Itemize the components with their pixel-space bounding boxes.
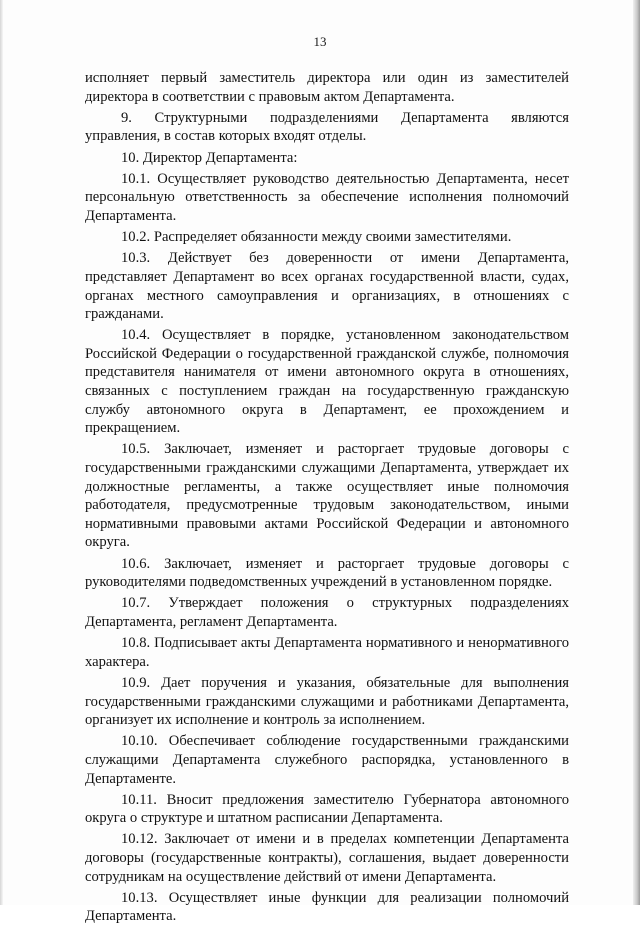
paragraph-10-9: 10.9. Дает поручения и указания, обязательные для выполнения государственными гражданскими служащими и работниками Департамента, организует их исполнение и контроль за исполнением. — [85, 674, 569, 729]
scan-edge-right — [633, 0, 640, 905]
paragraph-10-2: 10.2. Распределяет обязанности между своими заместителями. — [121, 229, 512, 246]
paragraph-10: 10. Директор Департамента: — [121, 149, 298, 166]
paragraph-10-1: 10.1. Осуществляет руководство деятельностью Департамента, несет персональную ответственность за обеспечение исполнения полномочий Департамента. — [85, 170, 569, 224]
paragraph-10-8: 10.8. Подписывает акты Департамента нормативного и ненормативного характера. — [85, 635, 569, 670]
paragraph-10-4: 10.4. Осуществляет в порядке, установленном законодательством Российской Федерации о государственной гражданской службе, полномочия представителя нанимателя от имени автономного округа в отношениях, связанных с поступлением граждан на государственную гражданскую службу автономного округа в Департамент, ее прохождением и прекращением. — [85, 327, 569, 437]
paragraph-10-10: 10.10. Обеспечивает соблюдение государственными гражданскими служащими Департамента служебного распорядка, установленного в Департаменте. — [85, 733, 569, 787]
paragraph-10-11: 10.11. Вносит предложения заместителю Губернатора автономного округа о структуре и штатном расписании Департамента. — [85, 791, 569, 827]
paragraph-9: 9. Структурными подразделениями Департамента являются управления, в состав которых входят отделы. — [85, 109, 569, 145]
document-body — [85, 69, 569, 929]
paragraph-10-7: 10.7. Утверждает положения о структурных подразделениях Департамента, регламент Департамента. — [85, 595, 569, 630]
paragraph-10-3: 10.3. Действует без доверенности от имени Департамента, представляет Департамент во всех органах государственной власти, судах, органах местного самоуправления и организациях, в отношениях с гражданами. — [85, 250, 569, 323]
paragraph-10-5: 10.5. Заключает, изменяет и расторгает трудовые договоры с государственными гражданскими служащими Департамента, утверждает их должностные регламенты, а также осуществляет иные полномочия работодателя, предусмотренные трудовым законодательством, иными нормативными правовыми актами Российской Федерации и автономного округа. — [85, 441, 569, 551]
paragraph-continuation: исполняет первый заместитель директора или один из заместителей директора в соответствии с правовым актом Департамента. — [85, 70, 569, 105]
scan-edge-left — [0, 0, 3, 905]
paragraph-10-12: 10.12. Заключает от имени и в пределах компетенции Департамента договоры (государственные контракты), соглашения, выдает доверенности сотрудникам на осуществление действий от имени Департамента. — [85, 831, 569, 885]
page-number: 13 — [313, 34, 327, 49]
paragraph-10-13: 10.13. Осуществляет иные функции для реализации полномочий Департамента. — [85, 889, 569, 925]
paragraph-10-6: 10.6. Заключает, изменяет и расторгает трудовые договоры с руководителями подведомственных учреждений в установленном порядке. — [85, 555, 569, 591]
